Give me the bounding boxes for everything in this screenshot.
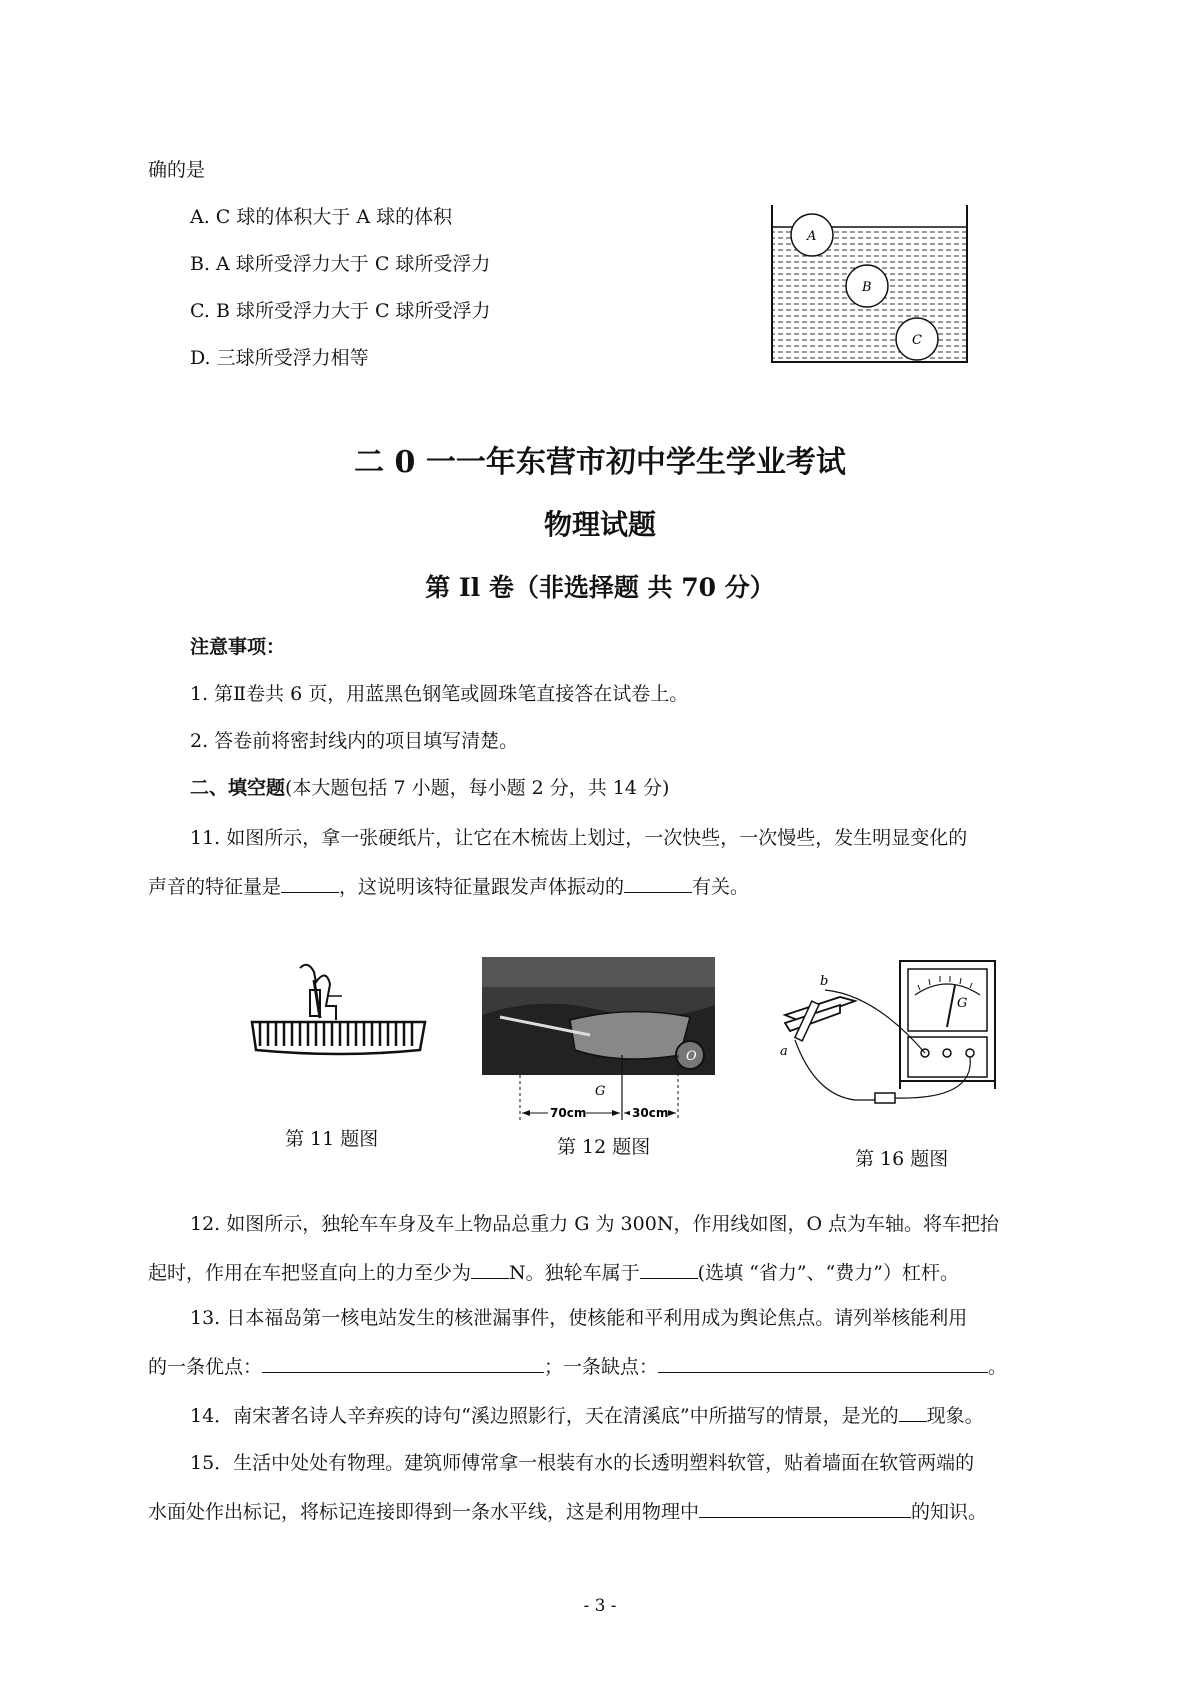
- ball-a: [791, 214, 833, 256]
- q11-blank-2[interactable]: [624, 872, 692, 893]
- q13-line-1: 13. 日本福岛第一核电站发生的核泄漏事件，使核能和平利用成为舆论焦点。请列举核能利用: [190, 1307, 968, 1329]
- q15-text-b: 的知识。: [911, 1501, 988, 1523]
- q11-blank-1[interactable]: [281, 872, 339, 893]
- subject-title: 物理试题: [543, 508, 656, 541]
- q10-option-a: A. C 球的体积大于 A 球的体积: [190, 206, 453, 228]
- notice-item-1: 1. 第Ⅱ卷共 6 页，用蓝黑色钢笔或圆珠笔直接答在试卷上。: [190, 683, 689, 705]
- q15-blank[interactable]: [699, 1497, 911, 1518]
- fig12-g-label: G: [595, 1084, 606, 1099]
- q13-blank-disadvantage[interactable]: [658, 1352, 988, 1373]
- ball-a-label: A: [807, 229, 817, 244]
- q14-text-b: 现象。: [926, 1405, 984, 1427]
- q12-blank-1[interactable]: [471, 1258, 509, 1279]
- q15-line-2: [148, 1497, 987, 1525]
- notice-item-2: 2. 答卷前将密封线内的项目填写清楚。: [190, 730, 519, 752]
- fig16-b-label: b: [820, 974, 829, 989]
- q14-text-a: 14．南宋著名诗人辛弃疾的诗句“溪边照影行，天在清溪底”中所描写的情景，是光的: [190, 1405, 899, 1427]
- q15-text-a: 水面处作出标记，将标记连接即得到一条水平线，这是利用物理中: [148, 1501, 700, 1523]
- ball-b: [846, 265, 888, 307]
- q12-line-2: [148, 1258, 959, 1286]
- q12-blank-2[interactable]: [640, 1258, 698, 1279]
- q13-line-2: [148, 1352, 1007, 1380]
- q10-option-b: B. A 球所受浮力大于 C 球所受浮力: [190, 253, 491, 275]
- fig12-right-length: 30cm: [632, 1106, 669, 1120]
- q13-blank-advantage[interactable]: [262, 1352, 544, 1373]
- fig12-caption: 第 12 题图: [557, 1136, 651, 1158]
- q11-text-b: ，这说明该特征量跟发声体振动的: [339, 876, 625, 898]
- section2-heading: [190, 775, 669, 801]
- fig16-galvanometer-figure: [775, 955, 1010, 1115]
- q14-blank[interactable]: [899, 1401, 927, 1422]
- q12-text-c: (选填 “省力”、“费力”）杠杆。: [697, 1262, 959, 1284]
- fig16-a-label: a: [780, 1044, 788, 1059]
- notice-title: 注意事项：: [190, 636, 286, 658]
- section-title: 第 Il 卷（非选择题 共 70 分）: [425, 573, 775, 602]
- ball-c-label: C: [912, 333, 922, 348]
- fig12-wheelbarrow-figure: [480, 955, 720, 1135]
- fig11-caption: 第 11 题图: [285, 1128, 379, 1150]
- q10-option-c: C. B 球所受浮力大于 C 球所受浮力: [190, 300, 491, 322]
- q13-text-c: 。: [988, 1356, 1008, 1378]
- q10-figure-container: [770, 205, 970, 365]
- q10-option-d: D. 三球所受浮力相等: [190, 347, 369, 369]
- q12-line-1: 12. 如图所示，独轮车车身及车上物品总重力 G 为 300N，作用线如图，O 点为车轴。将车把抬: [190, 1213, 1000, 1235]
- q13-text-a: 的一条优点：: [148, 1356, 263, 1378]
- q12-text-a: 起时，作用在车把竖直向上的力至少为: [148, 1262, 472, 1284]
- q11-line-2: [148, 872, 749, 900]
- q14-line: [190, 1401, 984, 1429]
- q13-text-b: ；一条缺点：: [544, 1356, 659, 1378]
- section2-title: 二、填空题: [190, 777, 286, 799]
- fig16-g-label: G: [957, 996, 968, 1011]
- q11-line-1: 11. 如图所示，拿一张硬纸片，让它在木梳齿上划过，一次快些，一次慢些，发生明显变化的: [190, 827, 968, 849]
- ball-b-label: B: [862, 280, 872, 295]
- q10-stem-tail: 确的是: [148, 159, 206, 181]
- fig12-left-length: 70cm: [550, 1106, 587, 1120]
- ball-c: [896, 318, 938, 360]
- page-number: - 3 -: [583, 1596, 617, 1616]
- q12-text-b: N。独轮车属于: [509, 1262, 640, 1284]
- fig12-o-label: O: [686, 1049, 697, 1064]
- exam-title: 二 0 一一年东营市初中学生学业考试: [354, 445, 846, 480]
- q11-text-c: 有关。: [692, 876, 750, 898]
- q15-line-1: 15．生活中处处有物理。建筑师傅常拿一根装有水的长透明塑料软管，贴着墙面在软管两端的: [190, 1452, 975, 1474]
- q11-text-a: 声音的特征量是: [148, 876, 282, 898]
- fig16-caption: 第 16 题图: [855, 1148, 949, 1170]
- section2-desc: (本大题包括 7 小题，每小题 2 分，共 14 分): [285, 777, 670, 799]
- fig11-comb-figure: [250, 960, 430, 1070]
